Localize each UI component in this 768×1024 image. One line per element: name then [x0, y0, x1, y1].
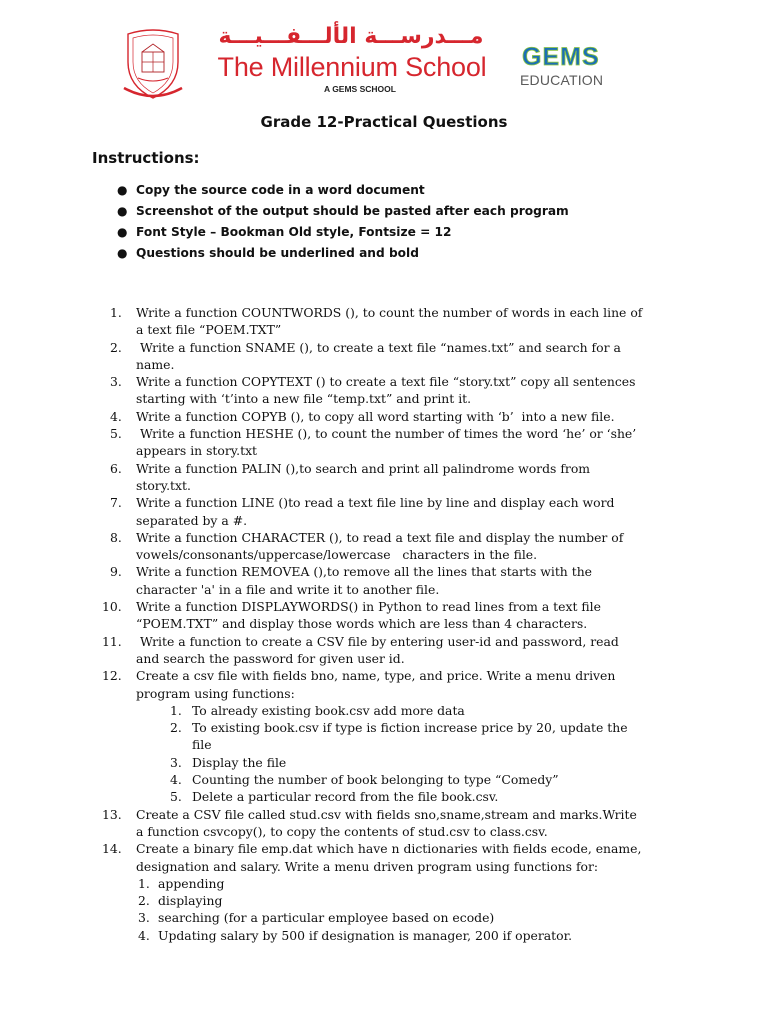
question-item-text: starting with ‘t’into a new file “temp.txt” and print it.: [136, 391, 472, 407]
sub-question-item: [102, 771, 688, 788]
sub-question-item: [102, 927, 688, 944]
question-item-text: Write a function PALIN (),to search and print all palindrome words from: [136, 460, 591, 476]
gems-logo-text: GEMS: [522, 43, 600, 70]
question-item-number: 6.: [110, 460, 122, 476]
question-item-text: designation and salary. Write a menu driven program using functions for:: [136, 858, 599, 874]
question-item-text: Write a function HESHE (), to count the number of times the word ‘he’ or ‘she’: [136, 426, 637, 442]
question-item: [102, 494, 688, 529]
page-title: Grade 12-Practical Questions: [260, 113, 508, 131]
sub-question-item-text: displaying: [158, 893, 223, 909]
sub-question-item-text: file: [192, 737, 212, 753]
sub-question-item-text: searching (for a particular employee based on ecode): [158, 910, 495, 926]
question-item-text: and search the password for given user id.: [136, 650, 405, 666]
sub-question-item-number: 5.: [170, 789, 182, 805]
sub-question-item-number: 1.: [138, 875, 150, 891]
sub-question-item: [102, 719, 688, 754]
question-item: [102, 633, 688, 668]
question-item-text: character 'a' in a file and write it to another file.: [136, 581, 440, 597]
question-item-text: Write a function SNAME (), to create a text file “names.txt” and search for a: [136, 339, 621, 355]
bullet-icon: ●: [117, 225, 128, 239]
question-item-text: appears in story.txt: [136, 443, 258, 459]
sub-question-item-number: 4.: [170, 772, 182, 788]
question-item-number: 5.: [110, 426, 122, 442]
gems-education-label: EDUCATION: [520, 72, 604, 88]
question-item-number: 12.: [102, 668, 122, 684]
instruction-item: [117, 223, 569, 244]
question-item-text: Write a function COPYB (), to copy all word starting with ‘b’ into a new file.: [136, 408, 615, 424]
question-item: [102, 563, 688, 598]
sub-question-item-number: 1.: [170, 702, 182, 718]
question-item-text: Write a function LINE ()to read a text file line by line and display each word: [136, 495, 615, 511]
question-item: [102, 598, 688, 633]
gems-logo: [520, 42, 604, 70]
sub-question-item: [102, 892, 688, 909]
question-item-number: 7.: [110, 495, 122, 511]
question-item-text: program using functions:: [136, 685, 295, 701]
instruction-text: Questions should be underlined and bold: [136, 246, 419, 260]
question-item-text: a text file “POEM.TXT”: [136, 322, 282, 338]
sub-question-item-text: Counting the number of book belonging to type “Comedy”: [192, 772, 559, 788]
sub-question-item-text: Updating salary by 500 if designation is manager, 200 if operator.: [158, 927, 573, 943]
sub-question-item-text: To existing book.csv if type is fiction increase price by 20, update the: [192, 720, 628, 736]
question-item: [102, 667, 688, 702]
question-item-number: 3.: [110, 374, 122, 390]
school-tagline: A GEMS SCHOOL: [324, 84, 396, 94]
question-item-number: 2.: [110, 339, 122, 355]
question-item-number: 13.: [102, 806, 122, 822]
school-name-arabic: مـــدرســـة الألـــفـــيـــة: [218, 24, 484, 49]
question-item-number: 1.: [110, 305, 122, 320]
question-item-text: story.txt.: [136, 477, 191, 493]
instruction-item: [117, 181, 569, 202]
question-item-text: Write a function to create a CSV file by entering user-id and password, read: [136, 633, 619, 649]
question-item-text: Create a binary file emp.dat which have n dictionaries with fields ecode, ename,: [136, 841, 642, 857]
instructions-heading: Instructions:: [92, 149, 200, 167]
question-item-text: name.: [136, 356, 175, 372]
question-item: [102, 460, 688, 495]
question-item-text: Write a function DISPLAYWORDS() in Python to read lines from a text file: [136, 599, 601, 615]
instructions-list: [117, 181, 569, 265]
question-item-text: Write a function COPYTEXT () to create a text file “story.txt” copy all sentences: [136, 374, 636, 390]
sub-question-item-text: To already existing book.csv add more data: [192, 702, 465, 718]
question-item: [102, 840, 688, 875]
question-item: [102, 806, 688, 841]
question-item-text: Create a CSV file called stud.csv with fields sno,sname,stream and marks.Write: [136, 806, 637, 822]
question-item-number: 8.: [110, 529, 122, 545]
instruction-text: Copy the source code in a word document: [136, 183, 425, 197]
question-item-number: 10.: [102, 599, 122, 615]
instruction-item: [117, 202, 569, 223]
question-item-text: Create a csv file with fields bno, name, type, and price. Write a menu driven: [136, 668, 616, 684]
question-item: [102, 425, 688, 460]
question-item-text: Write a function CHARACTER (), to read a text file and display the number of: [136, 529, 624, 545]
question-item-text: “POEM.TXT” and display those words which are less than 4 characters.: [136, 616, 588, 632]
sub-question-item: [102, 875, 688, 892]
sub-question-item-text: Display the file: [192, 754, 287, 770]
school-name: The Millennium School: [217, 52, 487, 82]
question-item: [102, 529, 688, 564]
bullet-icon: ●: [117, 246, 128, 260]
instruction-text: Screenshot of the output should be pasted after each program: [136, 204, 569, 218]
letterhead: [0, 22, 768, 104]
sub-question-item: [102, 909, 688, 926]
question-item-number: 14.: [102, 841, 122, 857]
sub-question-item-number: 3.: [138, 910, 150, 926]
sub-question-item-number: 4.: [138, 927, 150, 943]
sub-question-item-number: 2.: [170, 720, 182, 736]
question-item: [102, 373, 688, 408]
question-item-text: separated by a #.: [136, 512, 248, 528]
instruction-text: Font Style – Bookman Old style, Fontsize = 12: [136, 225, 452, 239]
question-item-text: a function csvcopy(), to copy the contents of stud.csv to class.csv.: [136, 823, 548, 839]
sub-question-item-number: 3.: [170, 754, 182, 770]
bullet-icon: ●: [117, 183, 128, 197]
instruction-item: [117, 244, 569, 265]
question-item: [102, 408, 688, 425]
bullet-icon: ●: [117, 204, 128, 218]
sub-question-item-text: appending: [158, 875, 225, 891]
question-item-number: 11.: [102, 633, 122, 649]
question-item-text: Write a function REMOVEA (),to remove all the lines that starts with the: [136, 564, 593, 580]
question-item-text: vowels/consonants/uppercase/lowercase characters in the file.: [136, 547, 538, 563]
question-item: [102, 339, 688, 374]
questions-list: [102, 304, 688, 944]
sub-question-item: [102, 702, 688, 719]
sub-question-item: [102, 788, 688, 805]
question-item: [102, 304, 688, 339]
sub-question-item-text: Delete a particular record from the file book.csv.: [192, 789, 499, 805]
school-crest-logo: [120, 28, 186, 102]
sub-question-item-number: 2.: [138, 893, 150, 909]
question-item-number: 4.: [110, 408, 122, 424]
question-item-number: 9.: [110, 564, 122, 580]
sub-question-item: [102, 754, 688, 771]
question-item-text: Write a function COUNTWORDS (), to count the number of words in each line of: [136, 305, 643, 320]
